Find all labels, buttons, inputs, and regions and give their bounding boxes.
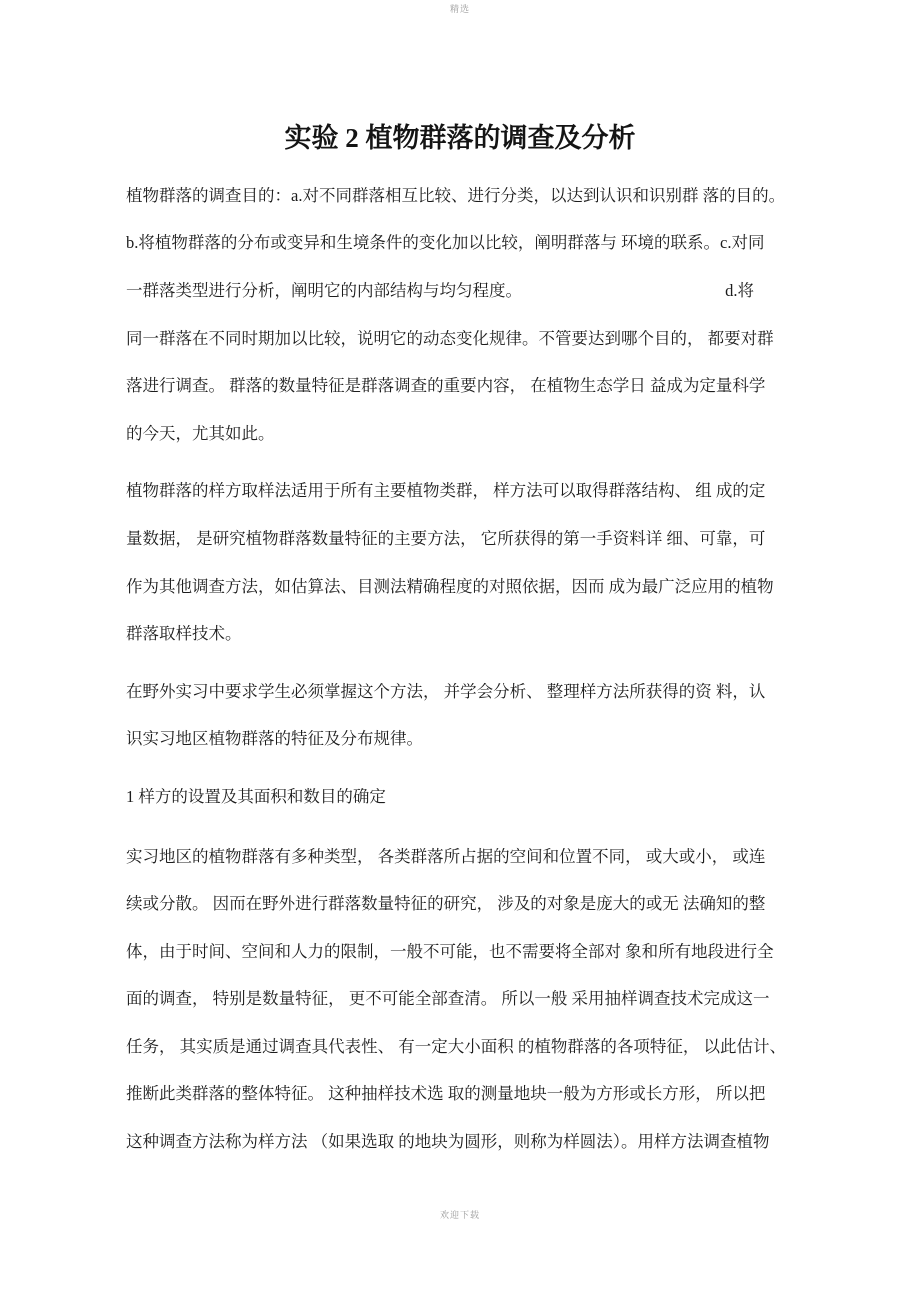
text-line xyxy=(126,265,798,313)
paragraph-2 xyxy=(126,466,798,656)
text-line: 落进行调查。 群落的数量特征是群落调查的重要内容， 在植物生态学日 益成为定量科学 xyxy=(126,376,766,396)
header-watermark: 精选 xyxy=(449,4,470,14)
text-line: 在野外实习中要求学生必须掌握这个方法， 并学会分析、 整理样方法所获得的资 料，认 xyxy=(126,681,766,701)
text-fragment: d.将 xyxy=(725,280,754,300)
section-heading-1 xyxy=(126,771,798,819)
text-line: 植物群落的调查目的：a.对不同群落相互比较、进行分类，以达到认识和识别群 落的目的。 xyxy=(126,185,786,205)
text-line: 面的调查， 特别是数量特征， 更不可能全部查清。 所以一般 采用抽样调查技术完成这一 xyxy=(126,989,770,1009)
text-line: 作为其他调查方法，如估算法、目测法精确程度的对照依据，因而 成为最广泛应用的植物 xyxy=(126,576,774,596)
text-line: 任务， 其实质是通过调查具代表性、 有一定大小面积 的植物群落的各项特征， 以此估计、 xyxy=(126,1036,786,1056)
footer-watermark: 欢迎下载 xyxy=(439,1210,480,1220)
text-line: 的今天，尤其如此。 xyxy=(126,423,275,443)
paragraph-3 xyxy=(126,666,798,761)
text-line: b.将植物群落的分布或变异和生境条件的变化加以比较，阐明群落与 环境的联系。c.对同 xyxy=(126,233,765,253)
text-line: 量数据， 是研究植物群落数量特征的主要方法， 它所获得的第一手资料详 细、可靠，可 xyxy=(126,528,766,548)
paragraph-4 xyxy=(126,831,798,1164)
text-line: 这种调查方法称为样方法 （如果选取 的地块为圆形，则称为样圆法）。用样方法调查植物 xyxy=(126,1132,770,1152)
heading-text: 1 样方的设置及其面积和数目的确定 xyxy=(126,786,386,806)
text-line: 群落取样技术。 xyxy=(126,624,242,644)
text-line: 识实习地区植物群落的特征及分布规律。 xyxy=(126,729,423,749)
text-line: 推断此类群落的整体特征。 这种抽样技术选 取的测量地块一般为方形或长方形， 所以把 xyxy=(126,1084,766,1104)
text-line: 实习地区的植物群落有多种类型， 各类群落所占据的空间和位置不同， 或大或小， 或连 xyxy=(126,846,766,866)
text-line: 同一群落在不同时期加以比较，说明它的动态变化规律。不管要达到哪个目的， 都要对群 xyxy=(126,328,774,348)
text-line: 植物群落的样方取样法适用于所有主要植物类群， 样方法可以取得群落结构、 组 成的定 xyxy=(126,481,766,501)
text-line: 体，由于时间、空间和人力的限制，一般不可能，也不需要将全部对 象和所有地段进行全 xyxy=(126,941,774,961)
text-line: 续或分散。 因而在野外进行群落数量特征的研究， 涉及的对象是庞大的或无 法确知的整 xyxy=(126,894,766,914)
document-body xyxy=(126,170,798,1164)
document-title: 实验 2 植物群落的调查及分析 xyxy=(284,123,636,153)
paragraph-1 xyxy=(126,170,798,456)
text-fragment: 一群落类型进行分析，阐明它的内部结构与均匀程度。 xyxy=(126,280,522,300)
